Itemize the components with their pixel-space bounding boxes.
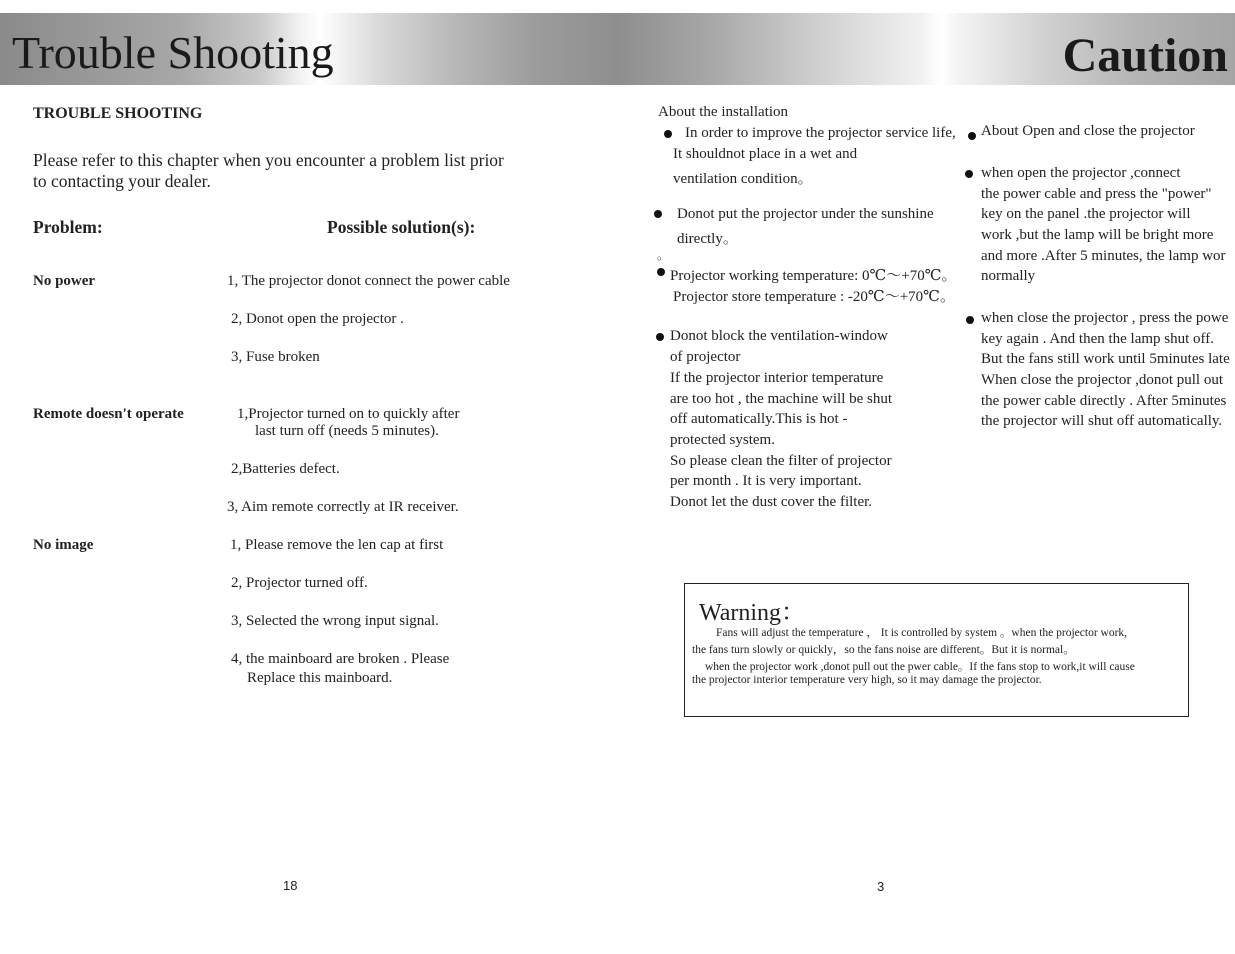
install-text: In order to improve the projector service life,	[685, 125, 956, 141]
bullet-icon	[965, 170, 973, 178]
solution-line: last turn off (needs 5 minutes).	[255, 423, 439, 439]
warning-line: Fans will adjust the temperature ， It is controlled by system 。when the projector work,	[716, 627, 1128, 639]
install-text: ventilation condition。	[673, 171, 813, 187]
install-text: off automatically.This is hot -	[670, 411, 848, 427]
installation-heading: About the installation	[658, 104, 788, 120]
trouble-shooting-banner-title: Trouble Shooting	[12, 27, 334, 78]
section-heading: TROUBLE SHOOTING	[33, 105, 203, 122]
open-close-text: the power cable directly . After 5minutes	[981, 393, 1227, 409]
install-text: Projector working temperature: 0℃～+70℃。	[670, 268, 957, 284]
open-close-text: key again . And then the lamp shut off.	[981, 331, 1215, 347]
open-close-text: the projector will shut off automatically.	[981, 413, 1223, 429]
solution-line: 2,Batteries defect.	[231, 461, 340, 477]
open-close-heading: About Open and close the projector	[981, 123, 1195, 139]
caution-banner-title: Caution	[1062, 29, 1228, 82]
solution-line: 4, the mainboard are broken . Please	[231, 651, 450, 667]
solution-line: 1, The projector donot connect the power cable	[227, 273, 510, 289]
bullet-icon	[657, 268, 665, 276]
bullet-icon	[664, 130, 672, 138]
page-number-right: 3	[877, 879, 885, 894]
solution-line: 3, Aim remote correctly at IR receiver.	[227, 499, 459, 515]
solution-line: 3, Selected the wrong input signal.	[231, 613, 439, 629]
open-close-text: when open the projector ,connect	[981, 165, 1181, 181]
open-close-text: the power cable and press the "power"	[981, 186, 1212, 202]
solution-line: 1,Projector turned on to quickly after	[237, 406, 460, 422]
solution-line: 2, Projector turned off.	[231, 575, 368, 591]
problem-no-power: No power	[33, 273, 96, 289]
install-text: of projector	[670, 349, 741, 365]
intro-line-1: Please refer to this chapter when you encounter a problem list prior	[33, 150, 504, 170]
problem-remote: Remote doesn't operate	[33, 406, 184, 422]
open-close-column	[960, 100, 1235, 440]
install-text: protected system.	[670, 432, 775, 448]
install-text: per month . It is very important.	[670, 473, 862, 489]
open-close-text: key on the panel .the projector will	[981, 206, 1191, 222]
problem-header: Problem:	[33, 217, 103, 237]
open-close-text: When close the projector ,donot pull out	[981, 372, 1224, 388]
warning-line: the fans turn slowly or quickly，so the fans noise are different。But it is normal。	[692, 644, 1075, 656]
open-close-text: work ,but the lamp will be bright more	[981, 227, 1214, 243]
warning-line: when the projector work ,donot pull out the pwer cable。If the fans stop to work,it will cause	[705, 661, 1135, 673]
warning-box	[684, 583, 1189, 717]
solution-line: Replace this mainboard.	[247, 670, 393, 686]
solution-header: Possible solution(s):	[327, 217, 476, 237]
solution-line: 1, Please remove the len cap at first	[230, 537, 444, 553]
install-text: Donot let the dust cover the filter.	[670, 494, 873, 510]
intro-line-2: to contacting your dealer.	[33, 171, 211, 191]
open-close-text: and more .After 5 minutes, the lamp wor	[981, 248, 1226, 264]
bullet-icon	[654, 210, 662, 218]
install-text: So please clean the filter of projector	[670, 453, 892, 469]
page-number-left: 18	[283, 878, 298, 893]
bullet-icon	[966, 316, 974, 324]
install-text: Donot put the projector under the sunshine	[677, 206, 934, 222]
install-text: directly。	[677, 231, 738, 247]
warning-title: Warning：	[699, 600, 806, 626]
install-text: If the projector interior temperature	[670, 370, 884, 386]
stray-mark: 。	[657, 248, 670, 262]
open-close-text: when close the projector , press the powe	[981, 310, 1229, 326]
install-text: are too hot , the machine will be shut	[670, 391, 893, 407]
bullet-icon	[656, 333, 664, 341]
install-text: Donot block the ventilation-window	[670, 328, 888, 344]
open-close-text: normally	[981, 268, 1036, 284]
open-close-text: But the fans still work until 5minutes late	[981, 351, 1230, 367]
warning-line: the projector interior temperature very high, so it may damage the projector.	[692, 674, 1042, 686]
bullet-icon	[968, 132, 976, 140]
solution-line: 2, Donot open the projector .	[231, 311, 404, 327]
install-text: It shouldnot place in a wet and	[673, 146, 858, 162]
solution-line: 3, Fuse broken	[231, 349, 320, 365]
install-text: Projector store temperature : -20℃～+70℃。	[673, 289, 955, 305]
problem-no-image: No image	[33, 537, 94, 553]
